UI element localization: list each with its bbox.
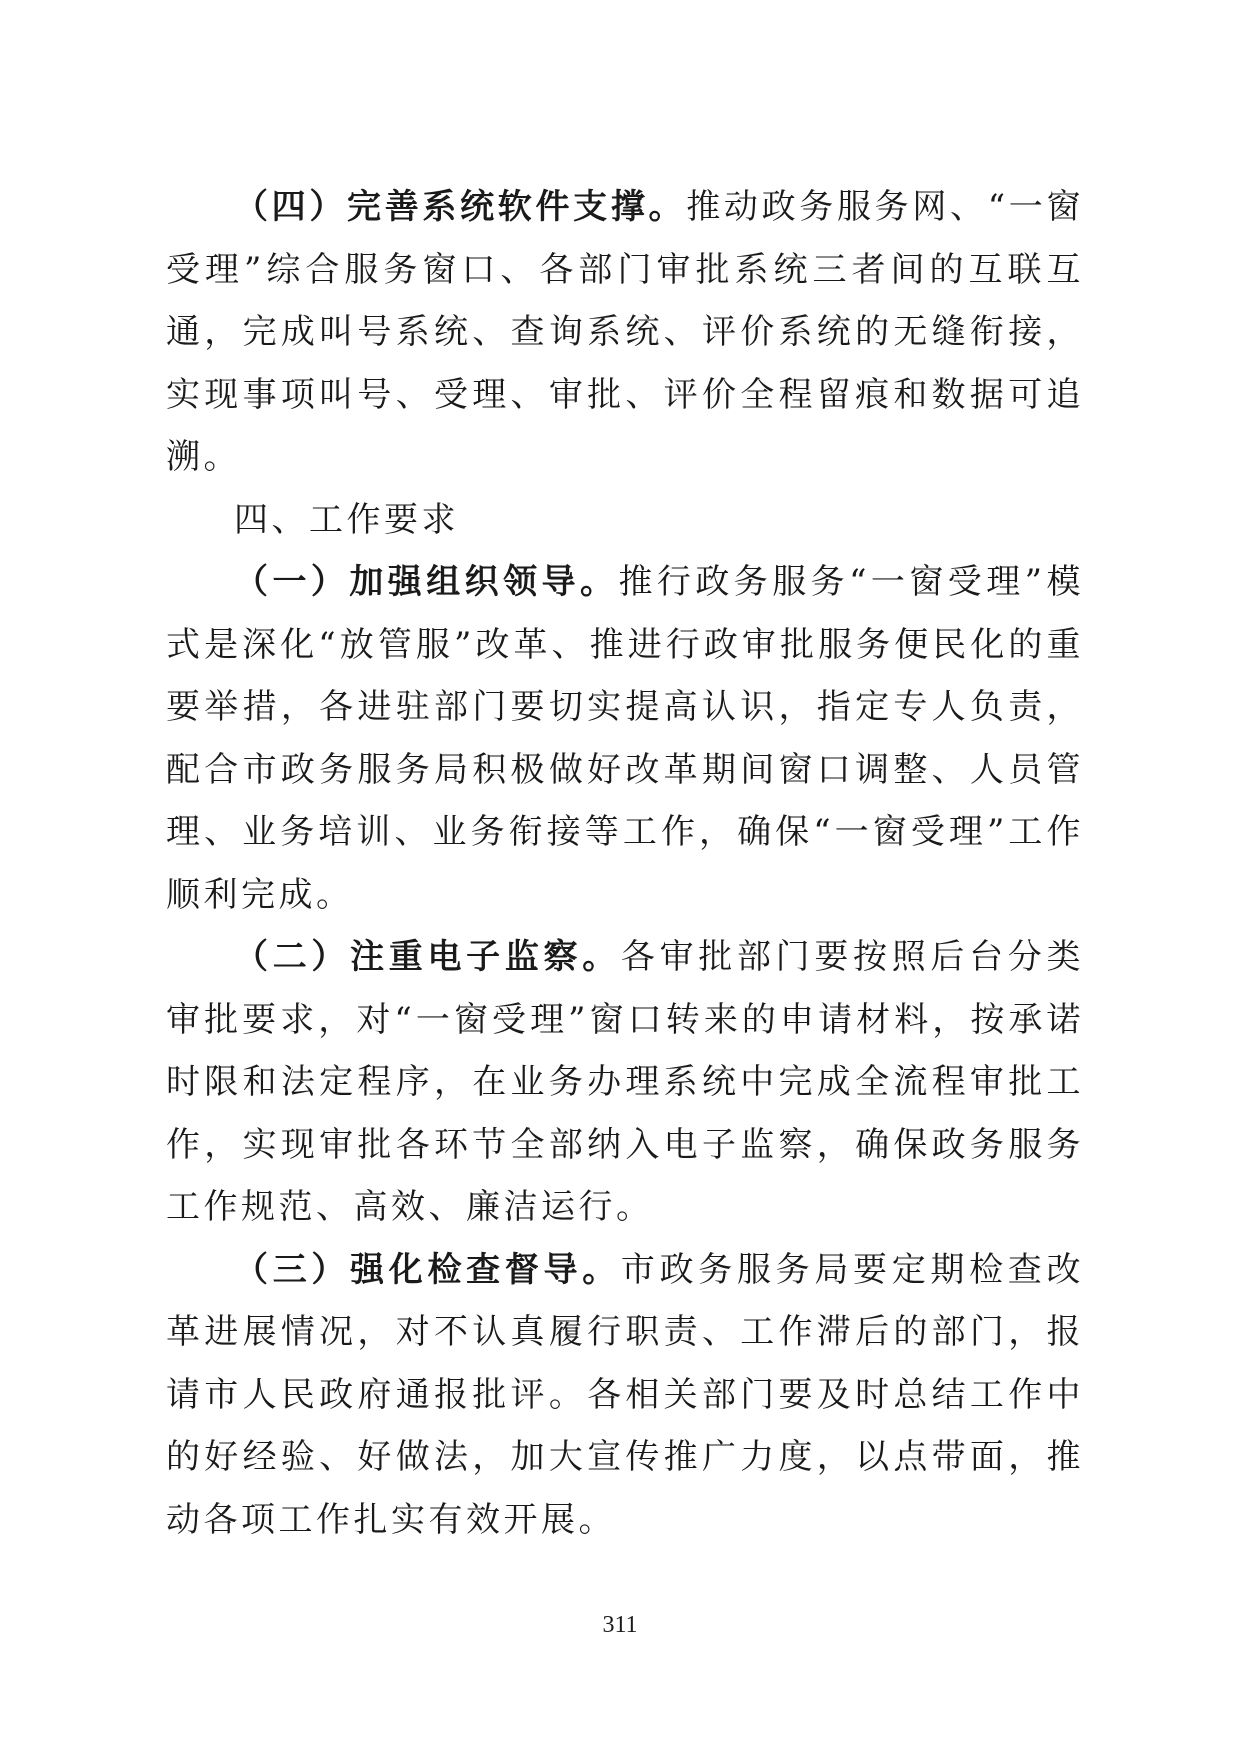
paragraph-inspection-supervision: [166, 1239, 1084, 1552]
paragraph-lead: （一）加强组织领导。: [234, 562, 619, 602]
paragraph-organization-leadership: [166, 551, 1084, 926]
paragraph-body: 市政务服务局要定期检查改革进展情况，对不认真履行职责、工作滞后的部门，报请市人民政府通报批评。各相关部门要及时总结工作中的好经验、好做法，加大宣传推广力度，以点带面，推动各项工作扎实有效开展。: [166, 1249, 1085, 1540]
paragraph-lead: （三）强化检查督导。: [234, 1249, 621, 1290]
paragraph-body: 推动政务服务网、“一窗受理”综合服务窗口、各部门审批系统三者间的互联互通，完成叫号系统、查询系统、评价系统的无缝衔接，实现事项叫号、受理、审批、评价全程留痕和数据可追溯。: [166, 187, 1084, 477]
paragraph-body: 推行政务服务“一窗受理”模式是深化“放管服”改革、推进行政审批服务便民化的重要举措，各进驻部门要切实提高认识，指定专人负责，配合市政务服务局积极做好改革期间窗口调整、人员管理、业务培训、业务衔接等工作，确保“一窗受理”工作顺利完成。: [166, 562, 1085, 915]
section-heading: 四、工作要求: [234, 499, 459, 540]
paragraph-lead: （四）完善系统软件支撑。: [234, 187, 687, 227]
page-number: 311: [602, 1612, 638, 1638]
document-body: [166, 176, 1084, 1551]
paragraph-lead: （二）注重电子监察。: [234, 937, 621, 977]
paragraph-body: 各审批部门要按照后台分类审批要求，对“一窗受理”窗口转来的申请材料，按承诺时限和法定程序，在业务办理系统中完成全流程审批工作，实现审批各环节全部纳入电子监察，确保政务服务工作规范、高效、廉洁运行。: [166, 937, 1085, 1227]
paragraph-system-software: [166, 176, 1084, 489]
paragraph-electronic-supervision: [166, 926, 1084, 1239]
